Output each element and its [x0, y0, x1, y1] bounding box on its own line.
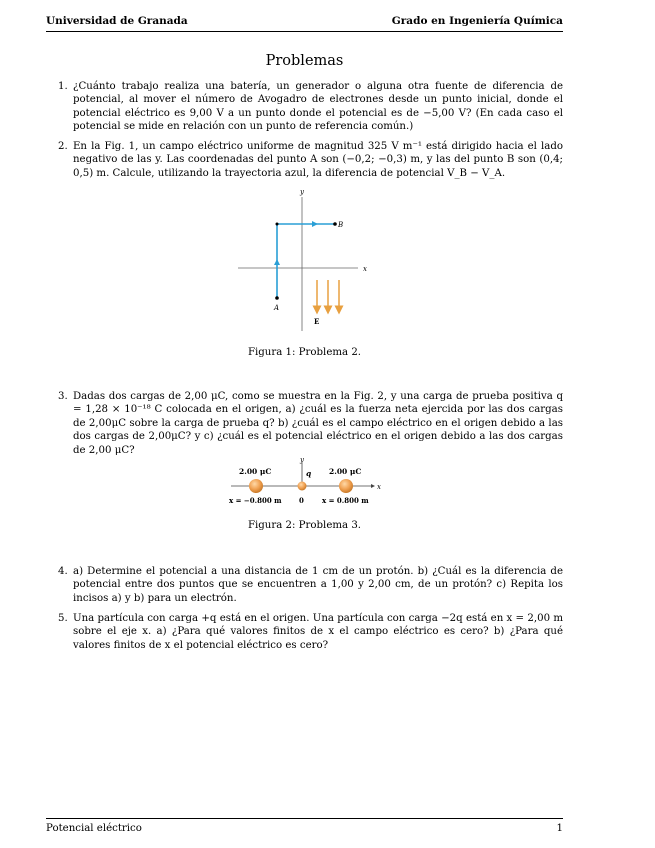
- figure-2-caption: Figura 2: Problema 3.: [247, 520, 362, 531]
- problem-number: 3.: [58, 391, 68, 402]
- fig2-test-charge: [298, 482, 307, 491]
- fig1-path-arrow-right: [312, 221, 318, 227]
- fig1-label-a: A: [274, 304, 280, 312]
- header-university: Universidad de Granada: [46, 15, 188, 27]
- fig1-path: [277, 224, 335, 298]
- problem-1: [46, 80, 563, 134]
- fig2-charge-left-label: 2.00 μC: [239, 467, 272, 476]
- fig1-corner: [276, 223, 279, 226]
- fig2-y-label: y: [300, 456, 304, 464]
- fig1-point-a: [275, 296, 279, 300]
- header-degree: Grado en Ingeniería Química: [391, 15, 563, 27]
- problem-2: [46, 140, 563, 180]
- fig1-x-label: x: [363, 265, 367, 273]
- fig1-point-b: [333, 222, 337, 226]
- fig2-test-charge-label: q: [306, 469, 312, 478]
- footer-rule: [46, 818, 563, 819]
- problem-number: 5.: [58, 613, 68, 624]
- problem-number: 2.: [58, 141, 68, 152]
- problem-text: ¿Cuánto trabajo realiza una batería, un generador o alguna otra fuente de diferencia de potencial, al mover el número de Avogadro de electrones desde un punto inicial, donde el potencial eléctrico es 9,00 V a un punto donde el potencial es de −5,00 V? (En cada caso el potencial se mide en relación con un punto de referencia común.): [73, 81, 563, 133]
- page-footer: [46, 823, 563, 834]
- header-rule: [46, 31, 563, 32]
- fig1-label-b: B: [338, 221, 344, 229]
- fig1-field-label: E: [314, 317, 320, 326]
- problem-text: En la Fig. 1, un campo eléctrico uniforme de magnitud 325 V m⁻¹ está dirigido hacia el lado negativo de las y. Las coordenadas del punto A son (−0,2; −0,3) m, y las del punto B son (0,4; 0,5) m. Calcule, utilizando la trayectoria azul, la diferencia de potencial V_B − V_A.: [73, 141, 563, 179]
- figure-2: [225, 455, 385, 510]
- fig2-x-arrow: [371, 484, 375, 488]
- fig2-x-label: x: [377, 483, 381, 491]
- figure-1-caption: Figura 1: Problema 2.: [247, 347, 362, 358]
- problem-4: [46, 565, 563, 605]
- fig2-charge-right: [339, 479, 353, 493]
- problem-text: Una partícula con carga +q está en el origen. Una partícula con carga −2q está en x = 2,00 m sobre el eje x. a) ¿Para qué valores finitos de x el campo eléctrico es cero? b) ¿Para qué valores finitos de x el potencial eléctrico es cero?: [73, 613, 563, 651]
- fig2-pos-right: x = 0.800 m: [322, 496, 369, 505]
- fig2-pos-left: x = −0.800 m: [229, 496, 282, 505]
- problem-text: a) Determine el potencial a una distancia de 1 cm de un protón. b) ¿Cuál es la diferencia de potencial entre dos puntos que se encuentren a 1,00 y 2,00 cm, de un protón? c) Repita los incisos a) y b) para un electrón.: [73, 566, 563, 604]
- page-header: [46, 15, 563, 27]
- fig1-path-arrow-up: [274, 259, 280, 265]
- fig1-y-label: y: [300, 188, 304, 196]
- fig2-pos-origin: 0: [299, 496, 304, 505]
- problem-text: Dadas dos cargas de 2,00 μC, como se muestra en la Fig. 2, y una carga de prueba positiva q = 1,28 × 10⁻¹⁸ C colocada en el origen, a) ¿cuál es la fuerza neta ejercida por las dos cargas de 2,00μC sobre la carga de prueba q? b) ¿cuál es el campo eléctrico en el origen debido a las dos cargas de 2,00μC? y c) ¿cuál es el potencial eléctrico en el origen debido a las dos cargas de 2,00 μC?: [73, 391, 563, 456]
- problem-number: 4.: [58, 566, 68, 577]
- problem-number: 1.: [58, 81, 68, 92]
- fig2-charge-right-label: 2.00 μC: [329, 467, 362, 476]
- problem-3: [46, 390, 563, 457]
- footer-topic: Potencial eléctrico: [46, 823, 142, 834]
- fig2-charge-left: [249, 479, 263, 493]
- figure-1: [230, 185, 375, 335]
- problem-5: [46, 612, 563, 652]
- page-number: 1: [556, 823, 563, 834]
- page-title: Problemas: [265, 53, 344, 69]
